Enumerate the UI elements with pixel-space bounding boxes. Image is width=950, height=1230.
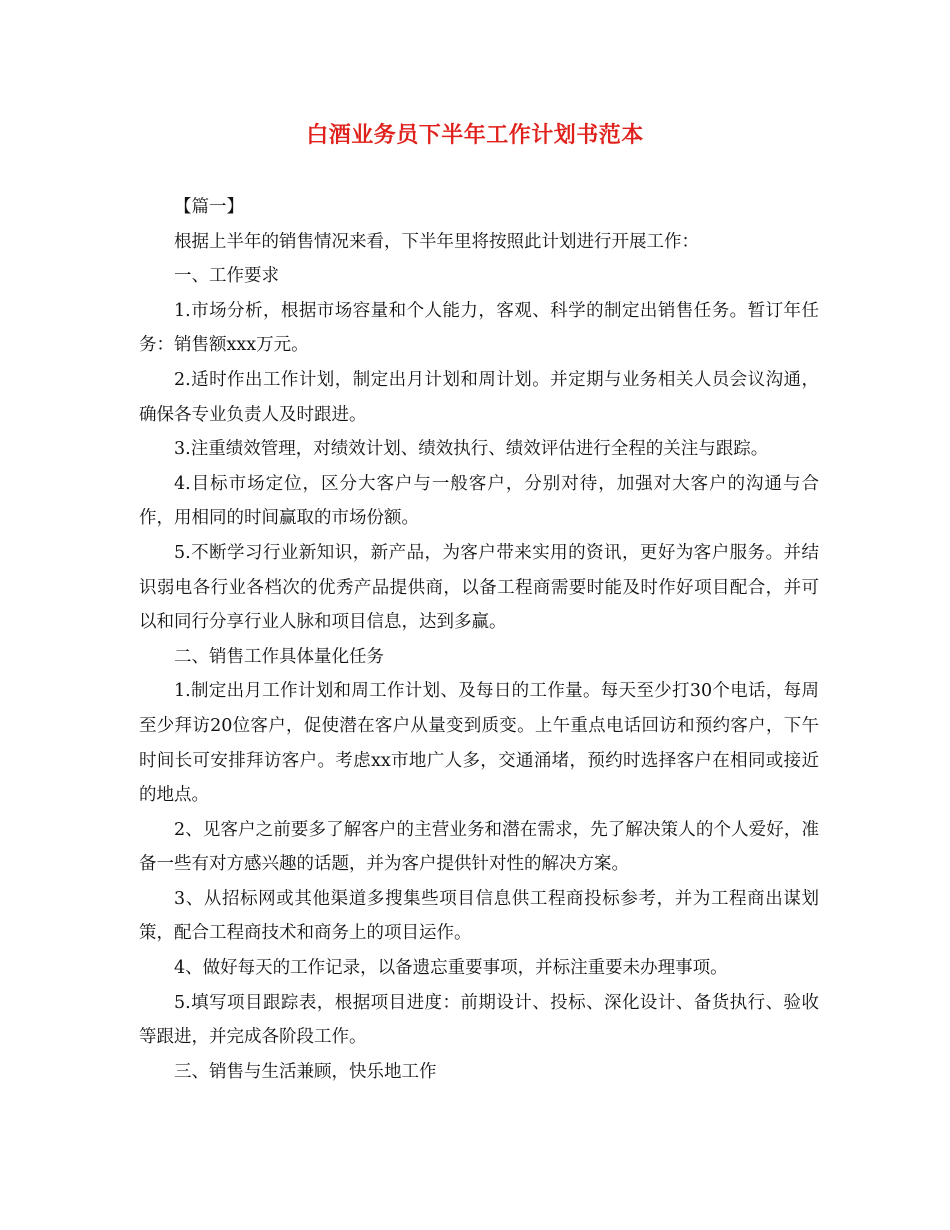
paragraph-item: 4、做好每天的工作记录，以备遗忘重要事项，并标注重要未办理事项。 [174,958,728,979]
paragraph-item: 5.填写项目跟踪表，根据项目进度：前期设计、投标、深化设计、备货执行、验收等跟进，并完成各阶段工作。 [139,992,819,1048]
paragraph-item: 2、见客户之前要多了解客户的主营业务和潜在需求，先了解决策人的个人爱好，准备一些有对方感兴趣的话题，并为客户提供针对性的解决方案。 [139,819,819,875]
paragraph-item: 5.不断学习行业新知识，新产品，为客户带来实用的资讯，更好为客户服务。并结识弱电各行业各档次的优秀产品提供商，以备工程商需要时能及时作好项目配合，并可以和同行分享行业人脉和项目信息，达到多赢。 [139,542,819,633]
paragraph-item: 1.市场分析，根据市场容量和个人能力，客观、科学的制定出销售任务。暂订年任务：销售额xxx万元。 [139,300,819,356]
heading-work-life-balance: 三、销售与生活兼顾，快乐地工作 [174,1061,437,1082]
paragraph-item: 3.注重绩效管理，对绩效计划、绩效执行、绩效评估进行全程的关注与跟踪。 [174,439,769,460]
paragraph-intro: 根据上半年的销售情况来看，下半年里将按照此计划进行开展工作： [174,231,699,252]
document-title: 白酒业务员下半年工作计划书范本 [306,122,644,148]
paragraph-item: 3、从招标网或其他渠道多搜集些项目信息供工程商投标参考，并为工程商出谋划策，配合工程商技术和商务上的项目运作。 [139,888,819,944]
paragraph-item: 1.制定出月工作计划和周工作计划、及每日的工作量。每天至少打30个电话，每周至少拜访20位客户，促使潜在客户从量变到质变。上午重点电话回访和预约客户，下午时间长可安排拜访客户。考虑xx市地广人多，交通涌堵，预约时选择客户在相同或接近的地点。 [139,681,819,806]
document-body [139,190,819,1089]
paragraph-item: 4.目标市场定位，区分大客户与一般客户，分别对待，加强对大客户的沟通与合作，用相同的时间赢取的市场份额。 [139,473,819,529]
heading-quantified-tasks: 二、销售工作具体量化任务 [174,646,384,667]
paragraph-item: 2.适时作出工作计划，制定出月计划和周计划。并定期与业务相关人员会议沟通，确保各专业负责人及时跟进。 [139,369,819,425]
heading-work-requirements: 一、工作要求 [174,266,279,287]
paragraph-section-label: 【篇一】 [174,197,244,217]
